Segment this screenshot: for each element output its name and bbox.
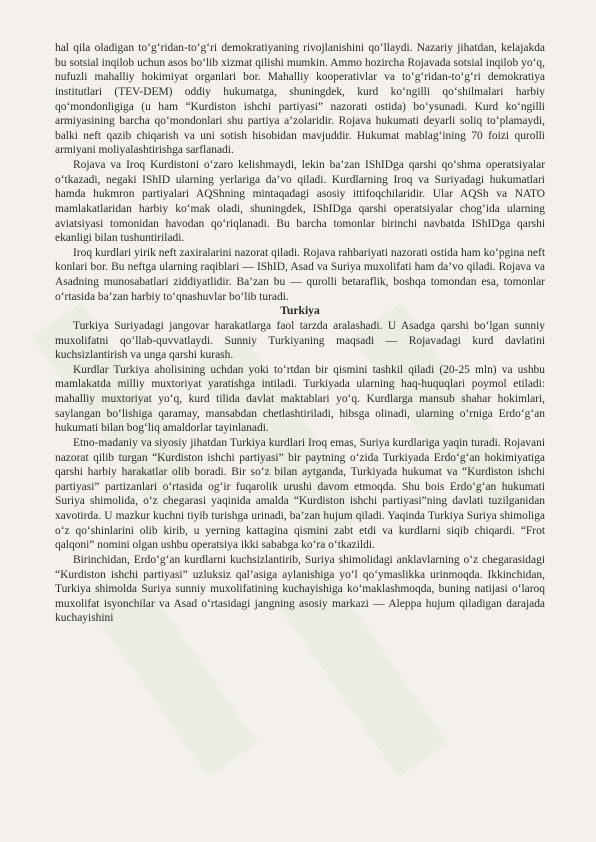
section-heading: Turkiya bbox=[280, 304, 320, 318]
paragraph-7: Birinchidan, Erdo‘g‘an kurdlarni kuchsizlantirib, Suriya shimolidagi anklavlarning o‘z chegarasidagi “Kurdiston ishchi partiyasi” uzluksiz qal’asiga aylanishiga yo‘l qo‘ymaslikka urinmoqda. Ikkinchidan, Turkiya shimolda Suriya sunniy muxolifatining kuchayishiga ko‘maklashmoqda, buning natijasi o‘laroq muxolifat isyonchilar va Asad o‘rtasidagi jangning asosiy markazi — Aleppa hujum qiladigan darajada kuchayishini bbox=[55, 553, 545, 625]
document-body bbox=[55, 41, 545, 626]
paragraph-5: Kurdlar Turkiya aholisining uchdan yoki to‘rtdan bir qismini tashkil qiladi (20-25 mln) va ushbu mamlakatda milliy muxtoriyat yaratishga intiladi. Turkiyada ularning haq-huquqlari poymol etiladi: mahalliy muxtoriyat yo‘q, kurd tilida davlat maktablari yo‘q. Kurdlarga mansub shahar hokimlari, saylangan bo‘lishiga qaramay, mansabdan chetlashtiriladi, hibsga olinadi, ularning o‘rniga Erdo‘g‘an hukumati bilan bog‘liq amaldorlar tayinlanadi. bbox=[55, 363, 545, 435]
paragraph-3: Iroq kurdlari yirik neft zaxiralarini nazorat qiladi. Rojava rahbariyati nazorati ostida ham ko‘pgina neft konlari bor. Bu neftga ularning raqiblari — IShID, Asad va Suriya muxolifati ham da’vo qiladi. Rojava va Asadning munosabatlari ziddiyatlidir. Ba’zan bu — qurolli betaraflik, boshqa tomondan esa, tomonlar o‘rtasida ba’zan harbiy to‘qnashuvlar bo‘lib turadi. bbox=[55, 246, 545, 303]
paragraph-1: hal qila oladigan to‘g‘ridan-to‘g‘ri demokratiyaning rivojlanishini qo‘llaydi. Nazariy jihatdan, kelajakda bu sotsial inqilob uchun asos bo‘lib xizmat qilishi mumkin. Ammo hozircha Rojavada sotsial inqilob yo‘q, nufuzli mahalliy hokimiyat organlari bor. Mahalliy kooperativlar va to‘g‘ridan-to‘g‘ri demokratiya institutlari (TEV-DEM) oddiy hukumatga, shuningdek, kurd ko‘ngilli qo‘shilmalari harbiy qo‘mondonligiga (u ham “Kurdiston ishchi partiyasi” nazorati ostida) bo‘ysunadi. Kurd ko‘ngilli armiyasining barcha qo‘mondonlari shu partiya a’zolaridir. Rojava hukumati deyarli soliq to‘plamaydi, balki neft qazib chiqarish va uni sotish hisobidan mavjuddir. Hukumat mablag‘ining 70 foizi qurolli armiyani moliyalashtirishga sarflanadi. bbox=[55, 42, 545, 157]
paragraph-4: Turkiya Suriyadagi jangovar harakatlarga faol tarzda aralashadi. U Asadga qarshi bo‘lgan sunniy muxolifatni qo‘llab-quvvatlaydi. Sunniy Turkiyaning maqsadi — Rojavadagi kurd davlatini kuchsizlantirish va unga qarshi kurash. bbox=[55, 319, 545, 362]
paragraph-6: Etno-madaniy va siyosiy jihatdan Turkiya kurdlari Iroq emas, Suriya kurdlariga yaqin turadi. Rojavani nazorat qilib turgan “Kurdiston ishchi partiyasi” bir paytning o‘zida Turkiyada Erdo‘g‘an hokimiyatiga qarshi harbiy harakatlar olib boradi. Bir so‘z bilan aytganda, Turkiyada hukumat va “Kurdiston ishchi partiyasi” partizanlari o‘rtasida og‘ir fuqarolik urushi davom etmoqda. Shu bois Erdo‘g‘an hukumati Suriya shimolida, o‘z chegarasi yaqinida amalda “Kurdiston ishchi partiyasi”ning davlati tuzilganidan xavotirda. U mazkur kuchni tiyib turishga urinadi, ba’zan hujum qiladi. Yaqinda Turkiya Suriya shimoliga o‘z qo‘shinlarini olib kirib, u yerning kattagina qismini zabt etdi va kurdlarni siqib chiqardi. “Frot qalqoni” nomini olgan ushbu operatsiya ikki sababga ko‘ra o‘tkazildi. bbox=[55, 436, 545, 552]
paragraph-2: Rojava va Iroq Kurdistoni o‘zaro kelishmaydi, lekin ba’zan IShIDga qarshi qo‘shma operatsiyalar o‘tkazadi, negaki IShID ularning yerlariga da’vo qiladi. Kurdlarning Iroq va Suriyadagi hukumatlari hamda hukmron partiyalari AQShning mintaqadagi asosiy ittifoqchilaridir. Ular AQSh va NATO mamlakatlaridan harbiy ko‘mak oladi, shuningdek, IShIDga qarshi operatsiyalar chog‘ida ularning aviatsiyasi tomonidan havodan qo‘riqlanadi. Bu barcha tomonlar birinchi navbatda IShIDga qarshi ekanligi bilan tushuntiriladi. bbox=[55, 159, 545, 245]
